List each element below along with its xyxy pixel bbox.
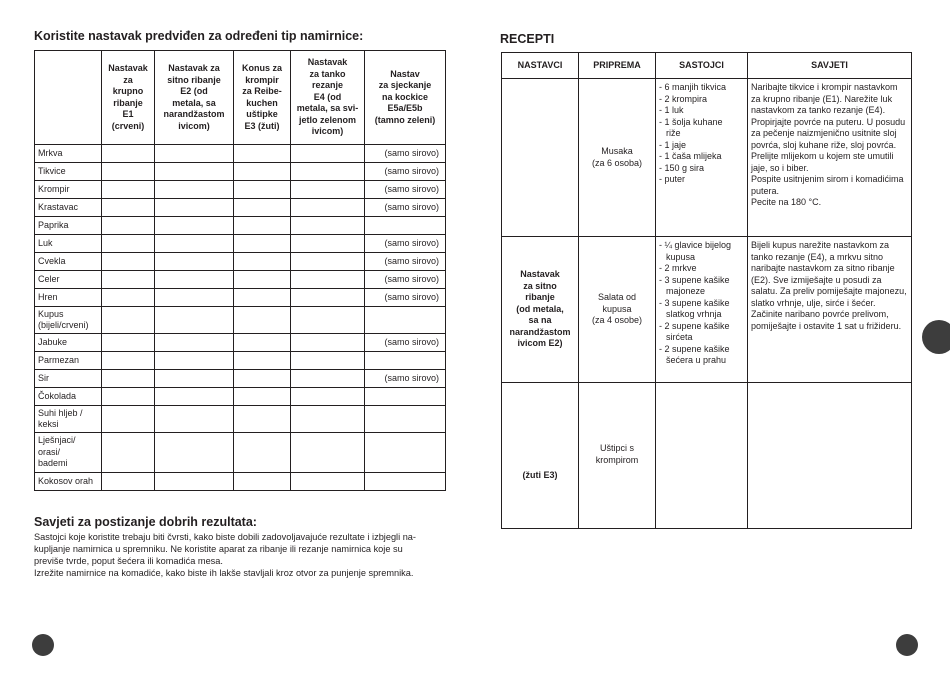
empty-cell xyxy=(234,163,291,181)
tips-line: Sastojci koje koristite trebaju biti čvrsti, kako biste dobili zadovoljavajuće rezultate i izbjegli na- xyxy=(34,532,416,542)
empty-cell xyxy=(291,217,365,235)
usage-note xyxy=(365,217,446,235)
ingredient-item: - 2 mrkve xyxy=(659,263,697,273)
empty-cell xyxy=(234,289,291,307)
empty-cell xyxy=(291,370,365,388)
table-row xyxy=(35,271,446,289)
column-header: SAVJETI xyxy=(748,53,912,79)
empty-cell xyxy=(155,406,234,433)
empty-cell xyxy=(155,253,234,271)
empty-cell xyxy=(291,433,365,473)
usage-note: (samo sirovo) xyxy=(365,289,446,307)
ingredient-item: - 3 supene kašike majoneze xyxy=(659,274,730,296)
food-name: Parmezan xyxy=(35,352,102,370)
page-marker-left xyxy=(32,634,54,656)
food-name: Paprika xyxy=(35,217,102,235)
empty-cell xyxy=(155,163,234,181)
empty-cell xyxy=(291,473,365,491)
food-name: Kokosov orah xyxy=(35,473,102,491)
empty-cell xyxy=(155,289,234,307)
empty-cell xyxy=(102,388,155,406)
tips-cell: Bijeli kupus narežite nastavkom za tanko rezanje (E4), a mrkvu sitno naribajte nastavkom za sitno ribanje (E2). Sve izmiješajte u posudi za salatu. Za preliv pomiješajte majonezu, slatko vrhnje, ulje, sirće i šećer. Začinite naribano povrće prelivom, pomiješajte i ostavite 1 sat u frižideru. xyxy=(748,237,912,383)
ingredient-item: - ¼ glavice bijelog kupusa xyxy=(659,240,732,262)
empty-cell xyxy=(102,334,155,352)
food-name: Krompir xyxy=(35,181,102,199)
food-name: Lješnjaci/ orasi/ bademi xyxy=(35,433,102,473)
usage-note: (samo sirovo) xyxy=(365,370,446,388)
empty-cell xyxy=(155,199,234,217)
empty-cell xyxy=(155,388,234,406)
usage-note: (samo sirovo) xyxy=(365,199,446,217)
table-row xyxy=(35,370,446,388)
empty-cell xyxy=(155,352,234,370)
empty-cell xyxy=(234,181,291,199)
ingredient-item: - 2 krompira xyxy=(659,93,708,104)
table-row xyxy=(35,406,446,433)
empty-cell xyxy=(291,163,365,181)
usage-note: (samo sirovo) xyxy=(365,253,446,271)
column-header: Nastavak za tanko rezanje E4 (od metala, sa svi- jetlo zelenom ivicom) xyxy=(291,51,365,145)
usage-note: (samo sirovo) xyxy=(365,235,446,253)
empty-cell xyxy=(102,145,155,163)
tips-line: previše tvrde, poput šećera ili komadića mesa. xyxy=(34,556,223,566)
empty-cell xyxy=(291,289,365,307)
empty-cell xyxy=(234,406,291,433)
table-row xyxy=(35,163,446,181)
tips-cell xyxy=(748,383,912,529)
table-row xyxy=(35,307,446,334)
section-tab-marker xyxy=(922,320,950,354)
food-name: Mrkva xyxy=(35,145,102,163)
food-name: Tikvice xyxy=(35,163,102,181)
ingredient-item: - 2 supene kašike šećera u prahu xyxy=(659,343,730,365)
column-header: SASTOJCI xyxy=(656,53,748,79)
left-heading: Koristite nastavak predviđen za određeni tip namirnice: xyxy=(34,29,364,43)
usage-note xyxy=(365,406,446,433)
table-row xyxy=(35,253,446,271)
empty-cell xyxy=(291,199,365,217)
table-row xyxy=(35,145,446,163)
empty-cell xyxy=(102,271,155,289)
column-header: Konus za krompir za Reibe- kuchen uštipke E3 (žuti) xyxy=(234,51,291,145)
empty-cell xyxy=(155,217,234,235)
empty-cell xyxy=(102,181,155,199)
tips-line: kupljanje namirnica u spremniku. Ne koristite aparat za ribanje ili rezanje namirnica koje su xyxy=(34,544,403,554)
empty-cell xyxy=(155,370,234,388)
recipe-row xyxy=(502,383,912,529)
tips-heading: Savjeti za postizanje dobrih rezultata: xyxy=(34,515,257,529)
empty-cell xyxy=(102,163,155,181)
tips-paragraph xyxy=(34,531,452,579)
usage-note xyxy=(365,307,446,334)
empty-cell xyxy=(234,388,291,406)
ingredient-item: - puter xyxy=(659,174,686,184)
empty-cell xyxy=(155,145,234,163)
attachment-cell: Nastavak za sitno ribanje (od metala, sa na narandžastom ivicom E2) xyxy=(502,237,579,383)
ingredient-item: - 1 čaša mlijeka xyxy=(659,151,722,161)
empty-cell xyxy=(234,145,291,163)
empty-cell xyxy=(155,433,234,473)
recipe-row xyxy=(502,79,912,237)
empty-cell xyxy=(155,271,234,289)
column-header: Nastavak za sitno ribanje E2 (od metala, sa narandžastom ivicom) xyxy=(155,51,234,145)
empty-cell xyxy=(102,307,155,334)
ingredient-item: - 1 jaje xyxy=(659,139,687,150)
usage-note: (samo sirovo) xyxy=(365,271,446,289)
recipe-name: Salata od kupusa (za 4 osobe) xyxy=(579,237,656,383)
food-name: Hren xyxy=(35,289,102,307)
empty-cell xyxy=(155,473,234,491)
recipe-row xyxy=(502,237,912,383)
empty-cell xyxy=(102,289,155,307)
empty-cell xyxy=(291,271,365,289)
empty-cell xyxy=(234,352,291,370)
empty-cell xyxy=(234,235,291,253)
ingredient-item: - 3 supene kašike slatkog vrhnja xyxy=(659,297,730,319)
food-name: Sir xyxy=(35,370,102,388)
food-name: Celer xyxy=(35,271,102,289)
usage-note: (samo sirovo) xyxy=(365,163,446,181)
food-name: Cvekla xyxy=(35,253,102,271)
empty-cell xyxy=(291,235,365,253)
empty-cell xyxy=(155,235,234,253)
attachment-cell xyxy=(502,79,579,237)
food-name: Krastavac xyxy=(35,199,102,217)
empty-cell xyxy=(234,307,291,334)
empty-cell xyxy=(102,370,155,388)
recipes-heading: RECEPTI xyxy=(500,32,555,46)
ingredient-item: - 1 šolja kuhane riže xyxy=(659,116,723,138)
table-row xyxy=(35,217,446,235)
tips-line: Izrežite namirnice na komadiće, kako biste ih lakše stavljali kroz otvor za punjenje spremnika. xyxy=(34,568,414,578)
food-name: Čokolada xyxy=(35,388,102,406)
attachment-table xyxy=(34,50,446,491)
empty-cell xyxy=(234,473,291,491)
usage-note xyxy=(365,352,446,370)
table-row xyxy=(35,388,446,406)
tips-cell: Naribajte tikvice i krompir nastavkom za krupno ribanje (E1). Narežite luk nastavkom za tanko rezanje (E4). Propirjajte povrće na puteru. U posudu za pečenje naizmjenično usitnite sloj povrća, sloj kuhane riže, sloj povrća. Prelijte mlijekom u kojem ste umutili jaje, so i biber. Pospite usitnjenim sirom i komadićima putera. Pecite na 180 °C. xyxy=(748,79,912,237)
empty-cell xyxy=(102,433,155,473)
empty-cell xyxy=(234,433,291,473)
empty-cell xyxy=(102,406,155,433)
column-header: PRIPREMA xyxy=(579,53,656,79)
table-row xyxy=(35,334,446,352)
table-row xyxy=(35,352,446,370)
ingredients-cell xyxy=(656,383,748,529)
empty-cell xyxy=(291,253,365,271)
empty-cell xyxy=(234,199,291,217)
empty-cell xyxy=(102,473,155,491)
table-row xyxy=(35,199,446,217)
usage-note xyxy=(365,433,446,473)
empty-cell xyxy=(102,235,155,253)
food-name: Jabuke xyxy=(35,334,102,352)
empty-cell xyxy=(291,145,365,163)
empty-cell xyxy=(102,199,155,217)
column-header xyxy=(35,51,102,145)
table-row xyxy=(35,433,446,473)
empty-cell xyxy=(234,217,291,235)
food-name: Suhi hljeb / keksi xyxy=(35,406,102,433)
recipes-table xyxy=(501,52,912,529)
empty-cell xyxy=(234,253,291,271)
column-header: NASTAVCI xyxy=(502,53,579,79)
attachment-cell: (žuti E3) xyxy=(502,383,579,529)
empty-cell xyxy=(291,388,365,406)
column-header: Nastavak za krupno ribanje E1 (crveni) xyxy=(102,51,155,145)
ingredient-item: - 150 g sira xyxy=(659,162,705,173)
empty-cell xyxy=(291,334,365,352)
ingredients-cell xyxy=(656,79,748,237)
food-name: Kupus (bijeli/crveni) xyxy=(35,307,102,334)
empty-cell xyxy=(155,307,234,334)
usage-note xyxy=(365,473,446,491)
usage-note: (samo sirovo) xyxy=(365,334,446,352)
empty-cell xyxy=(234,334,291,352)
empty-cell xyxy=(291,307,365,334)
ingredient-item: - 2 supene kašike sirćeta xyxy=(659,320,730,342)
ingredient-list xyxy=(659,240,744,367)
ingredients-cell xyxy=(656,237,748,383)
ingredient-list xyxy=(659,82,744,186)
empty-cell xyxy=(102,253,155,271)
empty-cell xyxy=(291,406,365,433)
page-marker-right xyxy=(896,634,918,656)
empty-cell xyxy=(234,370,291,388)
usage-note: (samo sirovo) xyxy=(365,181,446,199)
table-row xyxy=(35,289,446,307)
ingredient-item: - 1 luk xyxy=(659,105,684,115)
table-row xyxy=(35,473,446,491)
table-row xyxy=(35,235,446,253)
column-header: Nastav za sjeckanje na kockice E5a/E5b (tamno zeleni) xyxy=(365,51,446,145)
empty-cell xyxy=(291,181,365,199)
recipe-name: Musaka (za 6 osoba) xyxy=(579,79,656,237)
usage-note xyxy=(365,388,446,406)
empty-cell xyxy=(102,217,155,235)
empty-cell xyxy=(234,271,291,289)
usage-note: (samo sirovo) xyxy=(365,145,446,163)
empty-cell xyxy=(291,352,365,370)
ingredient-item: - 6 manjih tikvica xyxy=(659,82,727,92)
empty-cell xyxy=(155,181,234,199)
recipe-name: Uštipci s krompirom xyxy=(579,383,656,529)
empty-cell xyxy=(102,352,155,370)
empty-cell xyxy=(155,334,234,352)
food-name: Luk xyxy=(35,235,102,253)
table-row xyxy=(35,181,446,199)
